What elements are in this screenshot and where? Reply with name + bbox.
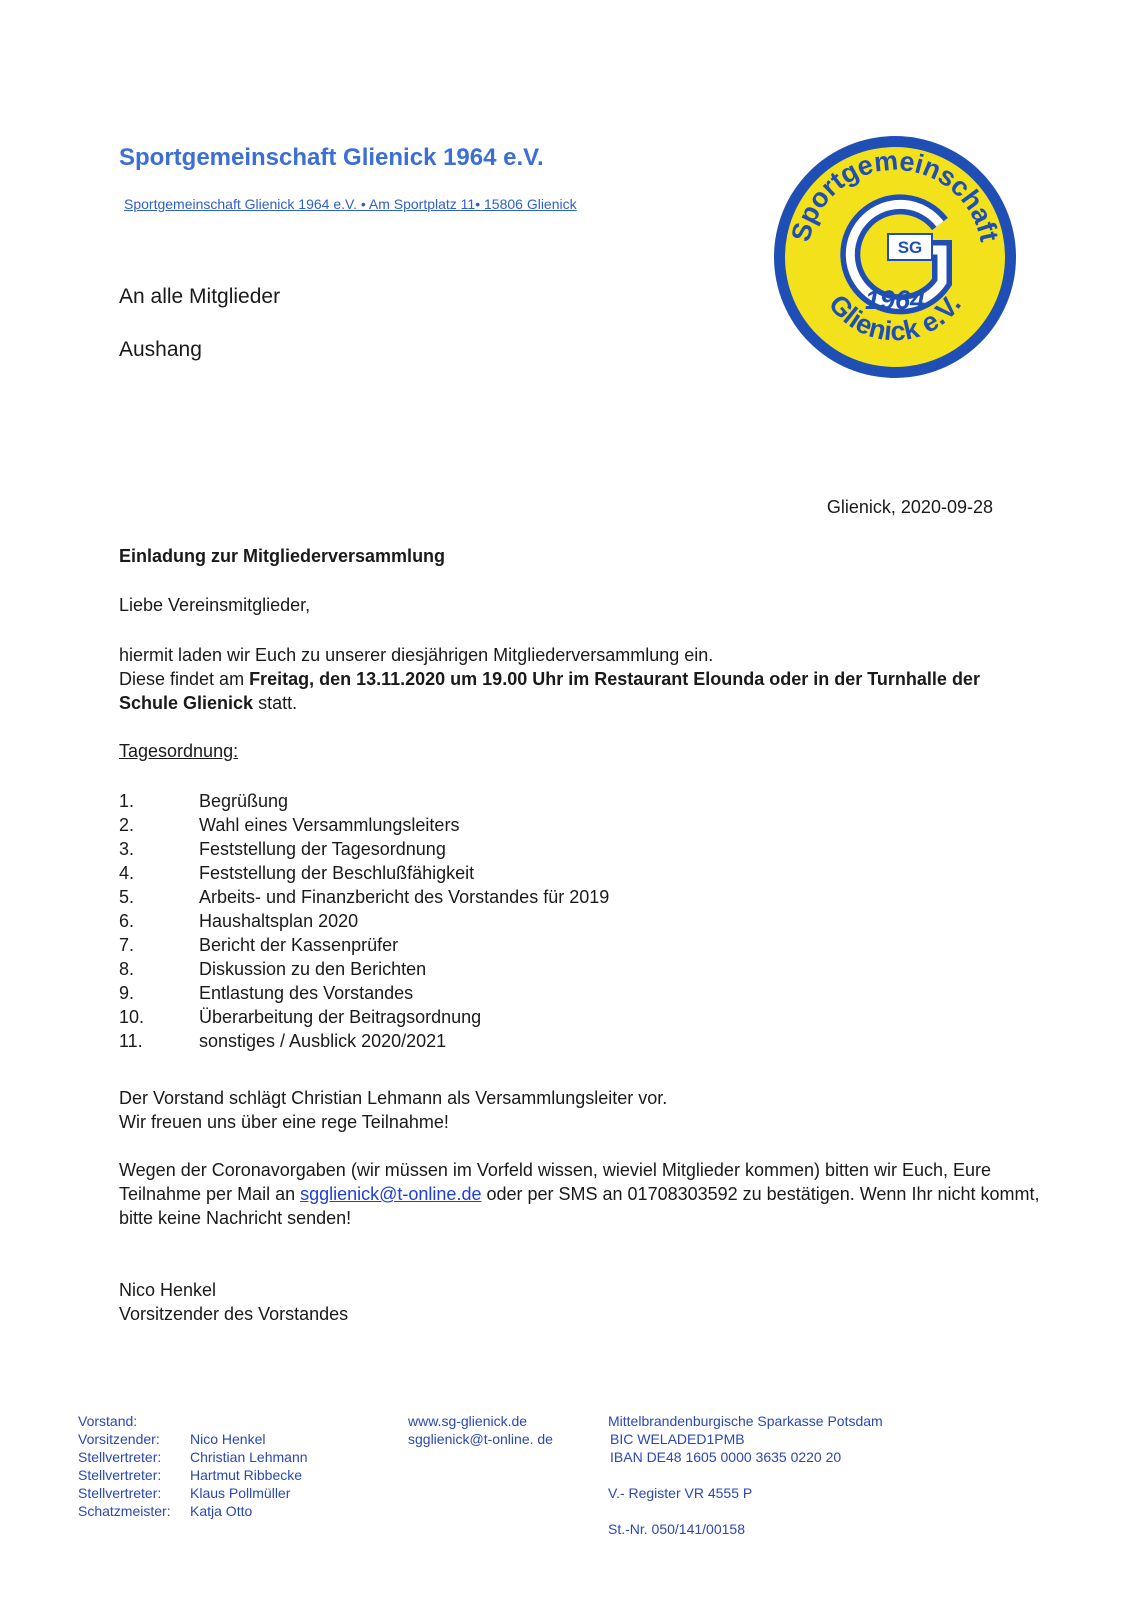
agenda-item bbox=[119, 861, 609, 885]
association-register: V.- Register VR 4555 P bbox=[608, 1485, 753, 1501]
bank-bic: BIC WELADED1PMB bbox=[610, 1431, 745, 1447]
organization-address-link[interactable]: Sportgemeinschaft Glienick 1964 e.V. • Am Sportplatz 11• 15806 Glienick bbox=[124, 196, 577, 212]
svg-text:SG: SG bbox=[897, 238, 923, 257]
agenda-item-text: Diskussion zu den Berichten bbox=[199, 959, 427, 979]
board-name: Nico Henkel bbox=[190, 1431, 266, 1447]
salutation: Liebe Vereinsmitglieder, bbox=[119, 595, 311, 615]
agenda-item-text: Haushaltsplan 2020 bbox=[199, 911, 359, 931]
corona-notice bbox=[119, 1158, 1049, 1230]
bank-iban: IBAN DE48 1605 0000 3635 0220 20 bbox=[610, 1449, 842, 1465]
agenda-item bbox=[119, 885, 609, 909]
board-role: Stellvertreter: bbox=[78, 1485, 162, 1501]
recipient-line: An alle Mitglieder bbox=[119, 285, 281, 308]
footer-board bbox=[78, 1412, 308, 1520]
agenda-item bbox=[119, 789, 609, 813]
agenda-item-text: sonstiges / Ausblick 2020/2021 bbox=[199, 1031, 447, 1051]
agenda-item-number: 11. bbox=[119, 1031, 143, 1051]
signatory-title: Vorsitzender des Vorstandes bbox=[119, 1304, 349, 1324]
agenda-item bbox=[119, 981, 609, 1005]
footer-email[interactable]: sgglienick@t-online. de bbox=[408, 1431, 553, 1447]
board-member bbox=[78, 1502, 308, 1520]
letter-subject: Einladung zur Mitgliederversammlung bbox=[119, 546, 446, 566]
agenda-item-number: 3. bbox=[119, 839, 135, 859]
agenda-item bbox=[119, 813, 609, 837]
agenda-item-number: 7. bbox=[119, 935, 135, 955]
contact-email-link[interactable]: sgglienick@t-online.de bbox=[300, 1184, 482, 1204]
signature-block bbox=[119, 1278, 348, 1326]
closing-text bbox=[119, 1086, 667, 1134]
svg-text:Glienick e.V.: Glienick e.V. bbox=[823, 288, 967, 347]
agenda-item bbox=[119, 837, 609, 861]
svg-text:Sportgemeinschaft: Sportgemeinschaft bbox=[785, 145, 1005, 245]
agenda-item bbox=[119, 1029, 609, 1053]
board-name: Christian Lehmann bbox=[190, 1449, 308, 1465]
board-name: Katja Otto bbox=[190, 1503, 253, 1519]
agenda-item bbox=[119, 1005, 609, 1029]
agenda-heading: Tagesordnung: bbox=[119, 741, 239, 761]
invitation-text bbox=[119, 643, 1039, 715]
invitation-line-1: hiermit laden wir Euch zu unserer diesjährigen Mitgliederversammlung ein. bbox=[119, 645, 714, 665]
agenda-item-number: 4. bbox=[119, 863, 135, 883]
agenda-item-text: Überarbeitung der Beitragsordnung bbox=[199, 1007, 482, 1027]
posting-label: Aushang bbox=[119, 338, 202, 361]
corona-notice-intro: Wegen der Coronavorgaben (wir müssen im Vorfeld wissen, wieviel Mitglieder kommen) bitten wir Euch, Eure Teilnahme per Mail an bbox=[119, 1160, 992, 1204]
footer-contact bbox=[408, 1412, 553, 1448]
agenda-item bbox=[119, 933, 609, 957]
footer-bank bbox=[608, 1412, 883, 1538]
board-member bbox=[78, 1466, 308, 1484]
agenda-item bbox=[119, 957, 609, 981]
tax-number: St.-Nr. 050/141/00158 bbox=[608, 1521, 745, 1537]
agenda-item-number: 9. bbox=[119, 983, 135, 1003]
club-logo bbox=[770, 132, 1020, 382]
agenda-item-text: Wahl eines Versammlungsleiters bbox=[199, 815, 460, 835]
board-heading: Vorstand: bbox=[78, 1413, 138, 1429]
agenda-item-text: Feststellung der Tagesordnung bbox=[199, 839, 446, 859]
invitation-line-2 bbox=[119, 667, 1039, 715]
agenda-item-number: 6. bbox=[119, 911, 135, 931]
board-role: Stellvertreter: bbox=[78, 1449, 162, 1465]
agenda-item-text: Arbeits- und Finanzbericht des Vorstandes für 2019 bbox=[199, 887, 610, 907]
agenda-item-text: Begrüßung bbox=[199, 791, 289, 811]
board-role: Vorsitzender: bbox=[78, 1431, 160, 1447]
board-role: Stellvertreter: bbox=[78, 1467, 162, 1483]
board-role: Schatzmeister: bbox=[78, 1503, 171, 1519]
footer-website[interactable]: www.sg-glienick.de bbox=[408, 1413, 528, 1429]
board-member bbox=[78, 1484, 308, 1502]
board-name: Hartmut Ribbecke bbox=[190, 1467, 303, 1483]
agenda-item-number: 1. bbox=[119, 791, 135, 811]
meeting-outro: statt. bbox=[253, 693, 298, 713]
agenda-item-number: 5. bbox=[119, 887, 135, 907]
agenda-item-text: Entlastung des Vorstandes bbox=[199, 983, 414, 1003]
agenda-item bbox=[119, 909, 609, 933]
meeting-intro: Diese findet am bbox=[119, 669, 250, 689]
participation-note: Wir freuen uns über eine rege Teilnahme! bbox=[119, 1112, 449, 1132]
organization-name: Sportgemeinschaft Glienick 1964 e.V. bbox=[119, 144, 544, 171]
svg-text:1964: 1964 bbox=[864, 285, 926, 315]
board-name: Klaus Pollmüller bbox=[190, 1485, 291, 1501]
signatory-name: Nico Henkel bbox=[119, 1280, 217, 1300]
meeting-date-location: Freitag, den 13.11.2020 um 19.00 Uhr im Restaurant Elounda oder in der Turnhalle der Schule Glienick bbox=[119, 669, 980, 713]
corona-notice-outro: oder per SMS an 01708303592 zu bestätigen. Wenn Ihr nicht kommt, bitte keine Nachricht senden! bbox=[119, 1184, 1040, 1228]
agenda-item-number: 8. bbox=[119, 959, 135, 979]
bank-name: Mittelbrandenburgische Sparkasse Potsdam bbox=[608, 1413, 883, 1429]
agenda-list bbox=[119, 789, 609, 1053]
board-member bbox=[78, 1448, 308, 1466]
letter-date: Glienick, 2020-09-28 bbox=[826, 497, 993, 517]
board-member bbox=[78, 1430, 308, 1448]
agenda-item-text: Bericht der Kassenprüfer bbox=[199, 935, 399, 955]
agenda-item-number: 2. bbox=[119, 815, 135, 835]
agenda-item-text: Feststellung der Beschlußfähigkeit bbox=[199, 863, 475, 883]
chairperson-proposal: Der Vorstand schlägt Christian Lehmann als Versammlungsleiter vor. bbox=[119, 1088, 668, 1108]
agenda-item-number: 10. bbox=[119, 1007, 145, 1027]
